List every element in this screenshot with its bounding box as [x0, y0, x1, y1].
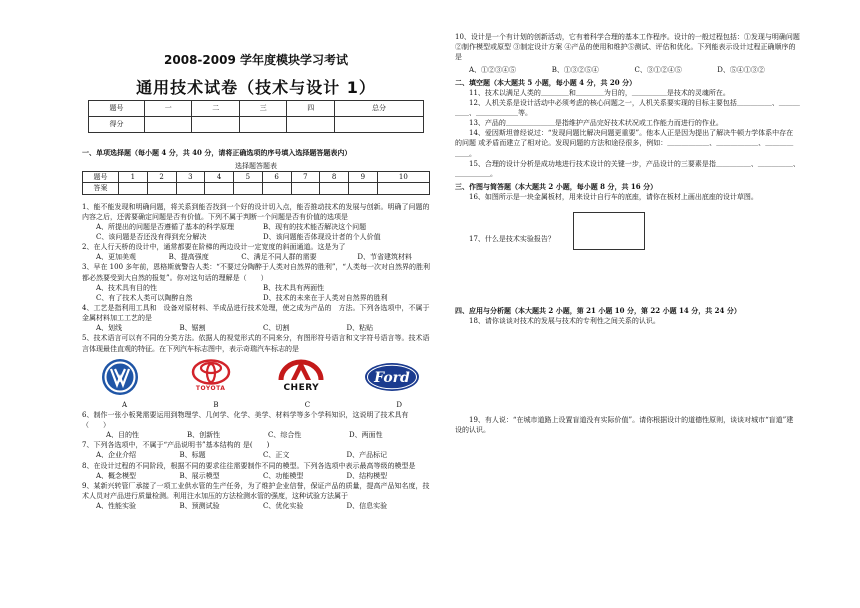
option-b: B、预测试验	[179, 502, 220, 511]
option-b: B、标题	[179, 451, 206, 460]
score-cell: 得分	[89, 117, 145, 133]
question-16: 16、如图所示是一块金属板材，用来设计自行车的底座，请你在板材上画出底座的设计草图。	[469, 193, 758, 202]
question-4	[82, 303, 430, 333]
option-a: A、所提出的问题是否遵循了基本的科学原理	[96, 222, 235, 231]
score-input-cell[interactable]	[334, 117, 423, 133]
answer-input-cell[interactable]	[176, 183, 205, 194]
exam-paper-title: 通用技术试卷（技术与设计 1）	[136, 78, 376, 97]
question-stem: 1、能不能发现和明确问题，将关系到能否找到一个好的设计切入点，能否推动技术的发展与创新。明确了问题的内容之后，还需要确定问题是否有价值。下列不属于判断一个问题是否有价值的选项是	[82, 202, 430, 221]
option-c: C、③①②④⑤	[634, 66, 682, 75]
option-row	[82, 450, 430, 460]
option-d: D、节省建筑材料	[357, 253, 413, 262]
option-d: D、两面性	[349, 431, 383, 440]
option-a: A、概念模型	[96, 471, 137, 480]
answer-header-cell: 10	[377, 172, 429, 183]
logo-letter: C	[304, 400, 311, 409]
option-row	[82, 222, 430, 232]
ford-logo-svg	[364, 362, 420, 392]
toyota-logo-svg	[191, 359, 231, 385]
question-7	[82, 440, 430, 460]
answer-input-cell[interactable]	[349, 183, 378, 194]
option-b: B、技术具有两面性	[263, 283, 325, 292]
car-logo-row	[82, 354, 430, 400]
question-1	[82, 202, 430, 243]
option-row	[82, 430, 430, 440]
answer-header-cell: 4	[205, 172, 234, 183]
option-a: A、企业介绍	[96, 451, 137, 460]
answer-header-cell: 3	[176, 172, 205, 183]
option-b: B、现有的技术能否解决这个问题	[263, 222, 367, 231]
question-stem: 8、在设计过程的不同阶段，根据不同的要求往往需要制作不同的模型。下列各选项中表示最高等级的模型是	[82, 461, 416, 470]
option-d: D、技术的未来在于人类对自然界的胜利	[263, 293, 388, 302]
question-17: 17、什么是技术实验报告？	[469, 235, 555, 244]
option-a: A、更加美观	[96, 253, 137, 262]
option-d: D、产品标记	[346, 451, 388, 460]
right-column	[455, 32, 800, 435]
score-input-cell[interactable]	[239, 117, 286, 133]
section-two-heading: 二、填空题（本大题共 5 小题，每小题 4 分，共 20 分）	[455, 77, 637, 87]
question-stem: 5、技术语言可以有不同的分类方法。依据人的视觉形式的不同来分，有图形符号语言和文字符号语言等。技术语言体现最佳直观的特征。在下列汽车标志图中，表示奇瑞汽车标志的是	[82, 334, 430, 353]
option-row	[82, 283, 430, 293]
answer-header-cell: 7	[291, 172, 320, 183]
answer-header-cell: 8	[320, 172, 349, 183]
question-stem: 9、某新兴转管厂承接了一项工业供水管的生产任务，为了维护企业信誉，保证产品的质量，提高产品知名度，技术人员对产品进行质量检测。利用注水加压的方法检测水管的强度，这种试验方法属于	[82, 481, 430, 500]
volkswagen-logo-icon	[92, 357, 148, 397]
option-row	[82, 471, 430, 481]
question-stem: 10、设计是一个有计划的创新活动，它有着科学合理的基本工作程序。设计的一般过程包括：①发现与明确问题 ②制作模型或原型 ③制定设计方案 ④产品的使用和维护⑤测试、评估和优化。下列能表示设计过程正确顺序的是	[455, 33, 800, 62]
question-17-row	[455, 206, 800, 250]
option-a: A、目的性	[106, 431, 140, 440]
ford-logo-text: Ford	[374, 369, 410, 386]
answer-input-cell[interactable]	[147, 183, 176, 194]
question-14: 14、爱因斯坦曾经说过：“发现问题比解决问题更重要”。他本人正是因为提出了解决牛顿力学体系中存在的问题 或矛盾而建立了相对论。发现问题的方法和途径很多，例如：＿＿＿＿＿＿、＿＿＿＿＿＿、＿＿＿＿＿＿。	[455, 129, 794, 158]
question-stem: 2、在人行天桥的设计中，通常都要在阶梯的两边设计一定宽度的斜面通道。这是为了	[82, 243, 346, 252]
section-one-heading: 一、单项选择题（每小题 4 分，共 40 分，请将正确选项的序号填入选择题答题表内）	[82, 148, 352, 157]
option-row	[82, 501, 430, 511]
question-3	[82, 262, 430, 303]
question-15: 15、合理的设计分析是成功地进行技术设计的关键一步，产品设计的三要素是指＿＿＿＿＿、＿＿＿＿＿、＿＿＿＿＿。	[455, 159, 800, 178]
logo-letter: B	[213, 400, 219, 409]
option-a: A、技术具有目的性	[96, 283, 158, 292]
question-12: 12、人机关系是设计活动中必须考虑的核心问题之一，人机关系要实现的目标主要包括＿＿＿＿＿、＿＿＿＿＿、＿＿＿＿＿＿等。	[455, 98, 800, 117]
chery-logo-svg	[277, 358, 325, 382]
option-b: B、①③②⑤④	[551, 66, 599, 75]
section-one	[82, 148, 430, 511]
score-input-cell[interactable]	[192, 117, 239, 133]
option-d: D、粘贴	[346, 324, 374, 333]
option-row	[82, 252, 430, 262]
volkswagen-logo-svg	[101, 358, 139, 396]
answer-table	[82, 171, 430, 194]
answer-header-cell: 2	[147, 172, 176, 183]
car-logo-letter-row	[82, 400, 430, 410]
question-19: 19、有人说：“在城市道路上设置盲道没有实际价值”。请你根据设计的道德性原则，谈谈对城市“盲道”建设的认识。	[455, 415, 794, 434]
answer-header-cell: 5	[234, 172, 263, 183]
score-table-score-row	[89, 117, 424, 133]
option-a: A、划线	[96, 324, 123, 333]
option-d: D、该问题能否体现设计者的个人价值	[263, 232, 381, 241]
score-cell: 一	[145, 101, 192, 117]
option-c: C、切割	[263, 324, 290, 333]
question-11: 11、技术以满足人类的＿＿＿＿和＿＿＿＿为目的，＿＿＿＿＿是技术的灵魂所在。	[469, 88, 730, 97]
answer-input-cell[interactable]	[377, 183, 429, 194]
option-d: D、信息实验	[346, 502, 388, 511]
score-cell: 总分	[334, 101, 423, 117]
answer-input-cell[interactable]	[234, 183, 263, 194]
score-table	[88, 100, 424, 133]
option-b: B、锯割	[179, 324, 206, 333]
option-d: D、结构模型	[346, 471, 388, 480]
answer-header-cell: 1	[119, 172, 148, 183]
question-18: 18、请你谈谈对技术的发展与技术的专利性之间关系的认识。	[469, 317, 660, 326]
option-c: C、满足不同人群的需要	[241, 253, 317, 262]
question-6	[82, 410, 430, 440]
answer-input-cell[interactable]	[291, 183, 320, 194]
option-c: C、该问题是否还没有得到充分解决	[96, 232, 207, 241]
answer-input-cell[interactable]	[320, 183, 349, 194]
chery-logo-text: CHERY	[283, 383, 320, 394]
toyota-logo-text: TOYOTA	[195, 385, 226, 393]
option-c: C、功能模型	[263, 471, 304, 480]
answer-input-cell[interactable]	[205, 183, 234, 194]
chery-logo-icon	[273, 357, 329, 397]
answer-input-cell[interactable]	[119, 183, 148, 194]
option-c: C、综合性	[268, 431, 302, 440]
score-table-header-row	[89, 101, 424, 117]
section-three-heading: 三、作图与简答题（本大题共 2 小题，每小题 8 分，共 16 分）	[455, 181, 658, 191]
score-cell: 二	[192, 101, 239, 117]
logo-letter: D	[396, 400, 402, 409]
answer-header-cell: 题号	[83, 172, 119, 183]
option-row	[82, 232, 430, 242]
answer-table-caption: 选择题答题表	[235, 162, 277, 171]
score-cell: 三	[239, 101, 286, 117]
answer-header-cell: 6	[262, 172, 291, 183]
question-13: 13、产品的＿＿＿＿＿＿＿是指维护产品完好技术状况或工作能力而进行的作业。	[469, 119, 723, 128]
question-stem: 6、制作一张小板凳需要运用到物理学、几何学、化学、美学、材料学等多个学科知识，这说明了技术具有（ ）	[82, 410, 409, 429]
option-c: C、优化实验	[263, 502, 304, 511]
question-stem: 7、下列各选项中，不属于“产品说明书”基本结构的 是( )	[82, 441, 270, 450]
question-stem: 3、早在 100 多年前，恩格斯就警告人类：“不要过分陶醉于人类对自然界的胜利”，“人类每一次对自然界的胜利都必然要受到大自然的报复”。你对这句话的理解是（ ）	[82, 263, 430, 282]
score-cell: 题号	[89, 101, 145, 117]
score-input-cell[interactable]	[145, 117, 192, 133]
ford-logo-icon	[364, 357, 420, 397]
answer-label-cell: 答案	[83, 183, 119, 194]
section-four-heading: 四、应用与分析题（本大题共 2 小题，第 21 小题 10 分，第 22 小题 14 分，共 24 分）	[455, 306, 741, 316]
option-c: C、正文	[263, 451, 290, 460]
option-row	[82, 293, 430, 303]
option-row	[82, 323, 430, 333]
option-b: B、提高强度	[168, 253, 209, 262]
option-row	[455, 65, 800, 75]
question-10	[455, 32, 800, 76]
score-cell: 四	[287, 101, 334, 117]
option-d: D、⑤④①③②	[717, 66, 765, 75]
answer-table-header-row	[83, 172, 430, 183]
question-9	[82, 481, 430, 511]
score-input-cell[interactable]	[287, 117, 334, 133]
answer-input-cell[interactable]	[262, 183, 291, 194]
answer-table-answer-row	[83, 183, 430, 194]
question-2	[82, 242, 430, 262]
question-8	[82, 461, 430, 481]
option-b: B、创新性	[187, 431, 221, 440]
question-stem: 4、工艺是指利用工具和 设备对原材料、半成品进行技术处理，使之成为产品的 方法。下列各选项中，不属于金属材料加工工艺的是	[82, 303, 430, 323]
option-b: B、展示模型	[179, 471, 220, 480]
question-5	[82, 333, 430, 409]
answer-header-cell: 9	[349, 172, 378, 183]
metal-plate-sketch-box	[573, 212, 645, 250]
logo-letter: A	[122, 400, 128, 409]
option-a: A、性能实验	[96, 502, 137, 511]
option-c: C、有了技术人类可以陶醉自然	[96, 293, 193, 302]
option-a: A、①②③④⑤	[469, 66, 517, 75]
exam-year-title: 2008-2009 学年度模块学习考试	[164, 53, 348, 67]
toyota-logo-icon	[183, 357, 239, 397]
